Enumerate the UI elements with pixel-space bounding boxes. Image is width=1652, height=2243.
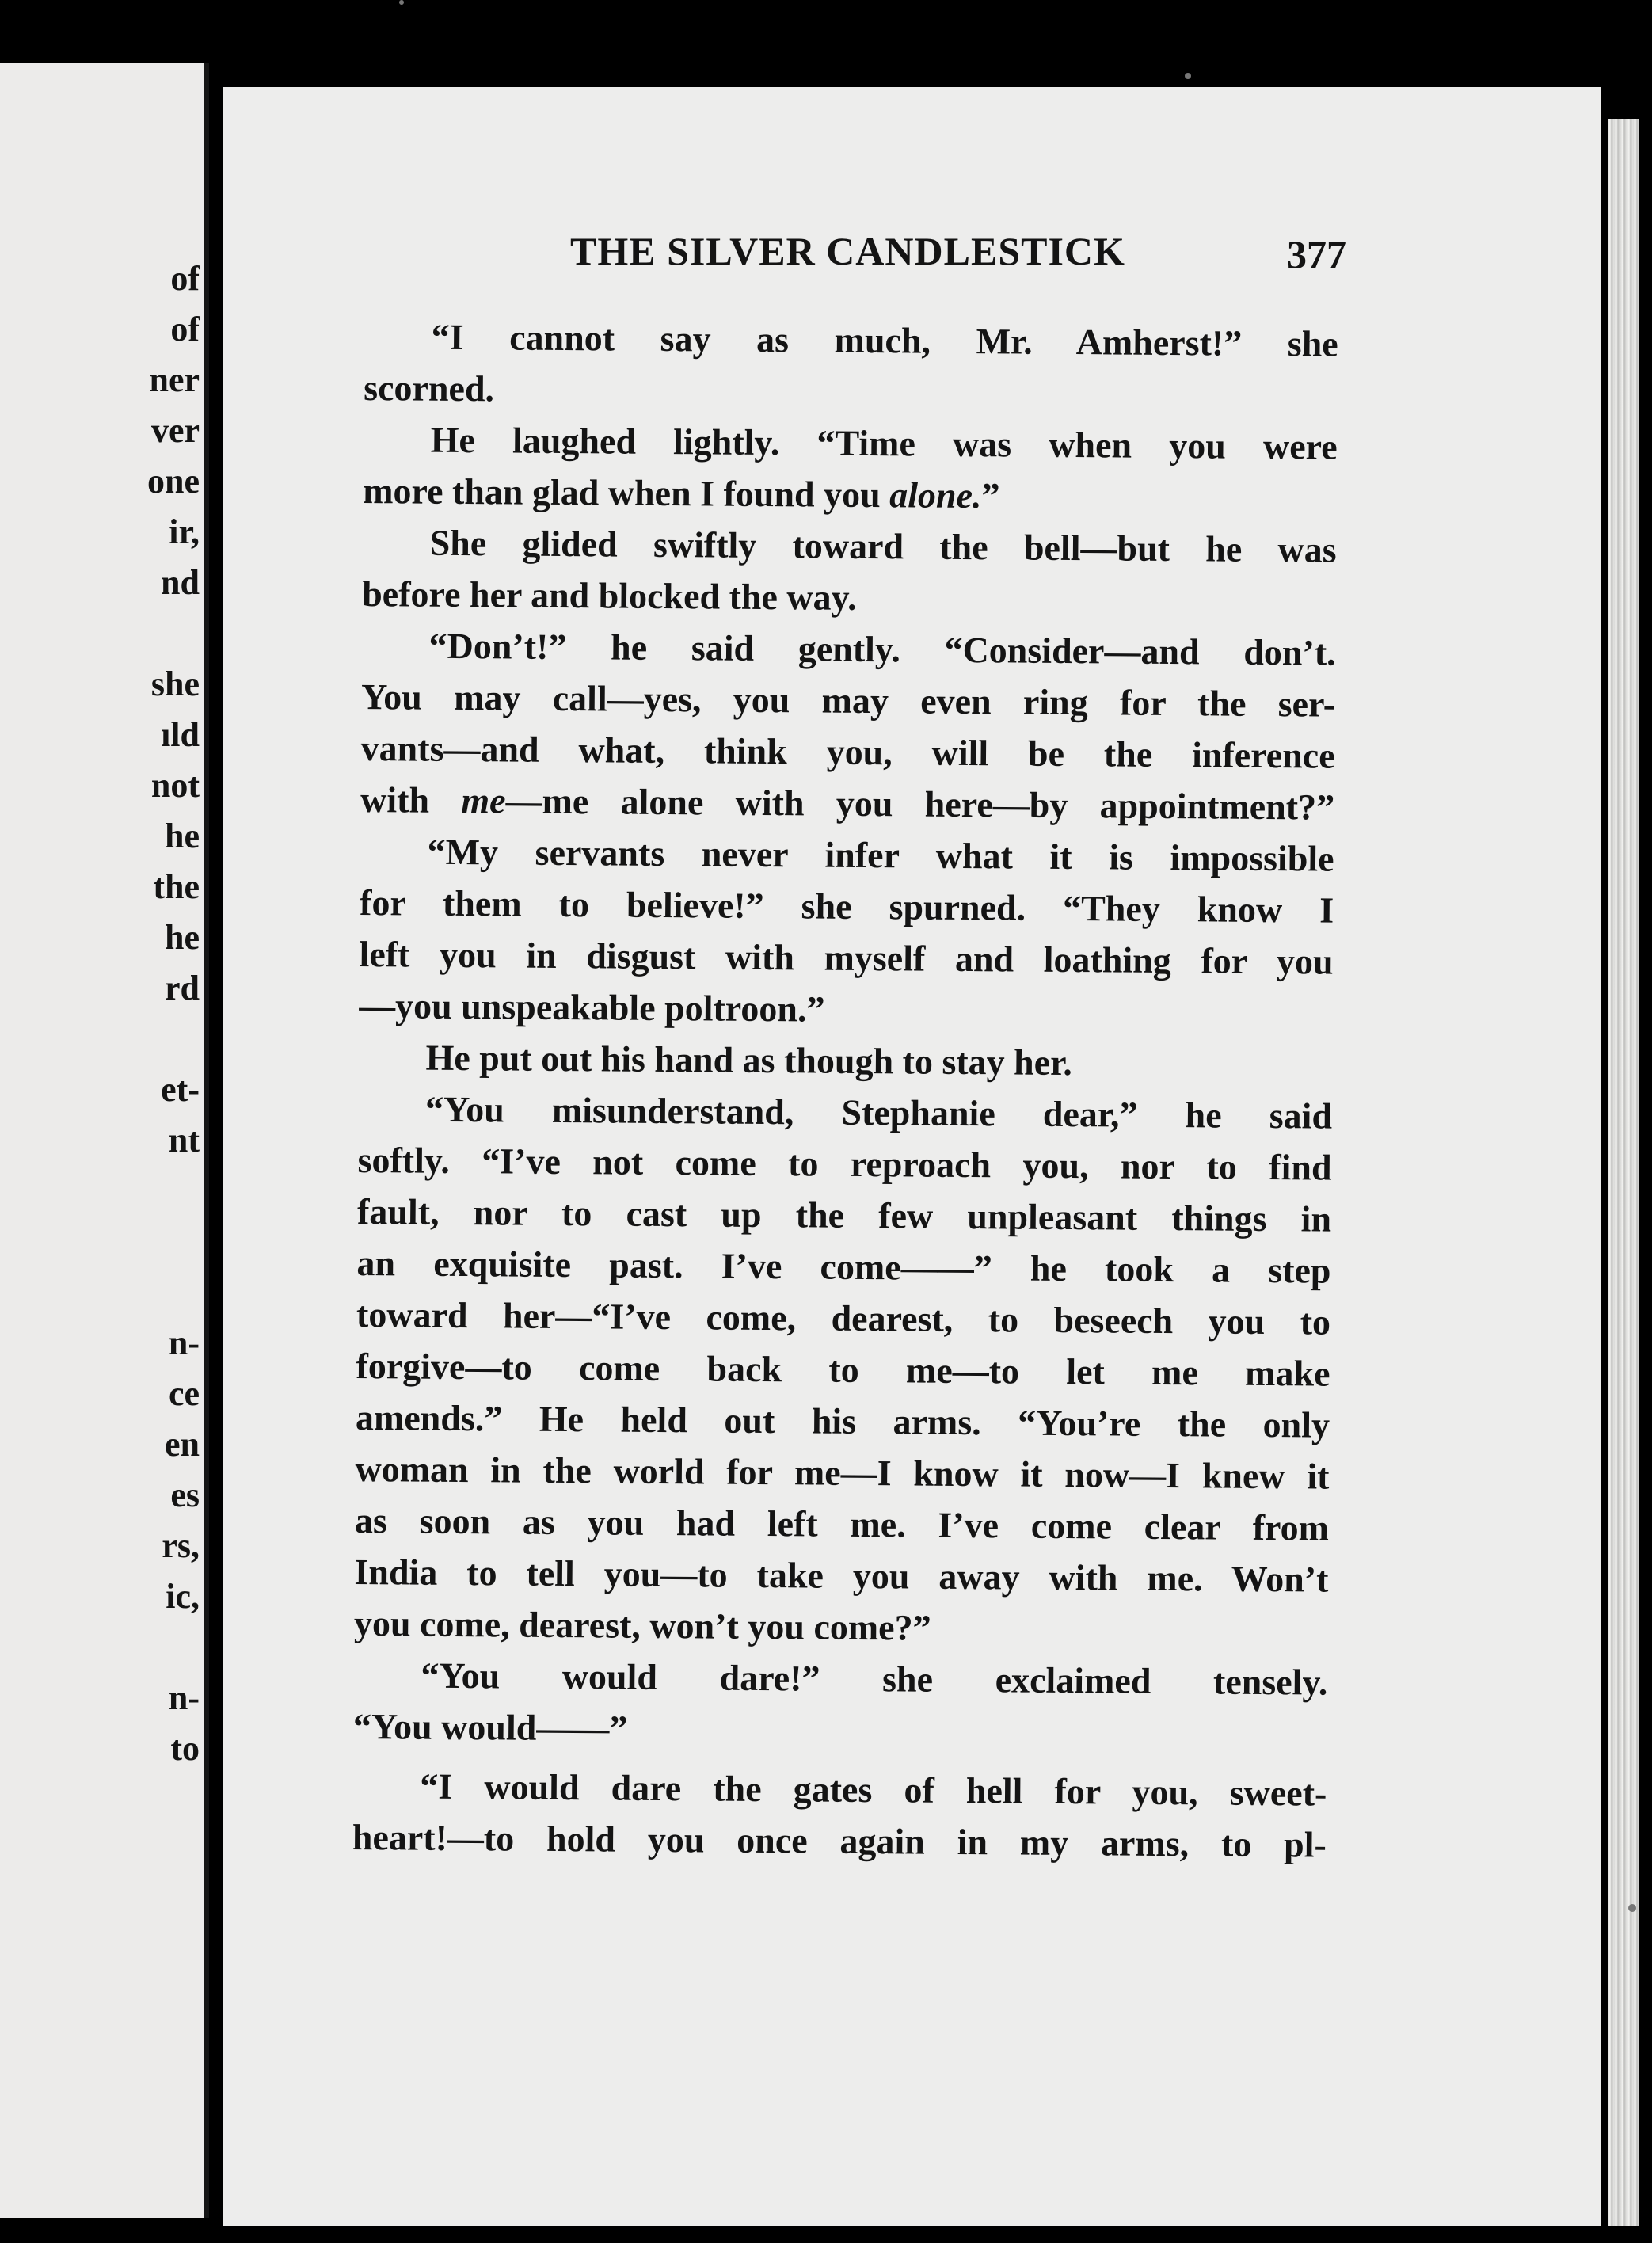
text-line: left you in disgust with myself and loathing for you xyxy=(359,933,1334,982)
text-line: toward her—“I’ve come, dearest, to beseech you to xyxy=(356,1293,1331,1342)
text-line: He laughed lightly. “Time was when you were xyxy=(430,419,1338,467)
facing-page-fragment: he xyxy=(165,918,200,957)
facing-page-fragment: nd xyxy=(161,563,200,602)
text-line: “My servants never infer what it is impossible xyxy=(427,831,1334,879)
facing-page-fragment: of xyxy=(170,259,200,298)
running-title: THE SILVER CANDLESTICK xyxy=(570,229,1125,273)
text-line: He put out his hand as though to stay her. xyxy=(425,1037,1073,1083)
text-line: “I would dare the gates of hell for you, sweet- xyxy=(420,1765,1327,1814)
emphasis: me xyxy=(461,779,506,821)
facing-page-fragment: the xyxy=(153,867,200,906)
text-line: amends.” He held out his arms. “You’re the only xyxy=(355,1396,1330,1445)
facing-page-fragment: one xyxy=(147,462,200,501)
text-line: scorned. xyxy=(364,367,495,409)
facing-page-fragment: n- xyxy=(168,1323,200,1362)
text-line: for them to believe!” she spurned. “They know I xyxy=(359,882,1334,931)
dust-speck xyxy=(399,0,404,5)
facing-page-fragment: he xyxy=(165,817,200,855)
facing-page-fragment: ner xyxy=(149,360,200,399)
dust-speck xyxy=(1185,73,1191,79)
facing-page-fragment: es xyxy=(170,1476,200,1514)
facing-page-fragment: nt xyxy=(168,1121,200,1160)
facing-page-fragment: ic, xyxy=(166,1577,200,1616)
text-line: softly. “I’ve not come to reproach you, nor to find xyxy=(357,1139,1332,1188)
facing-page-fragment: rd xyxy=(165,969,200,1007)
text-line: “I cannot say as much, Mr. Amherst!” she xyxy=(431,316,1338,364)
text-line: forgive—to come back to me—to let me make xyxy=(356,1345,1330,1394)
emphasis: alone. xyxy=(889,474,982,516)
text-line: heart!—to hold you once again in my arms, to pl- xyxy=(352,1816,1327,1865)
dust-speck xyxy=(1628,1904,1636,1912)
facing-page-fragment: ce xyxy=(168,1374,200,1413)
facing-page xyxy=(0,63,209,2218)
text-line: “You misunderstand, Stephanie dear,” he said xyxy=(424,1088,1333,1137)
text-line: She glided swiftly toward the bell—but he was xyxy=(429,522,1337,570)
facing-page-fragment: ıld xyxy=(161,715,200,754)
page-number: 377 xyxy=(1287,232,1346,276)
text-line: as soon as you had left me. I’ve come clear from xyxy=(354,1499,1330,1548)
facing-page-fragment: et- xyxy=(161,1070,200,1109)
text-line: vants—and what, think you, will be the inference xyxy=(360,727,1335,776)
text-line: an exquisite past. I’ve come——” he took a step xyxy=(356,1242,1331,1291)
facing-page-fragment: of xyxy=(170,310,200,348)
text-line: India to tell you—to take you away with me. Won’t xyxy=(354,1551,1329,1600)
facing-page-fragment: en xyxy=(165,1425,200,1464)
facing-page-fragment: to xyxy=(170,1729,200,1768)
text-line: more than glad when I found you alone.” xyxy=(363,470,1000,516)
text-line: “Don’t!” he said gently. “Consider—and don’t. xyxy=(428,625,1336,673)
text-line: “You would——” xyxy=(352,1705,628,1749)
text-line: fault, nor to cast up the few unpleasant things in xyxy=(356,1190,1332,1240)
text-line: with me—me alone with you here—by appointment?” xyxy=(360,779,1335,828)
facing-page-fragment: ir, xyxy=(169,512,200,551)
facing-page-fragment: rs, xyxy=(162,1526,200,1565)
facing-page-fragment: n- xyxy=(168,1678,200,1717)
text-line: before her and blocked the way. xyxy=(361,573,857,618)
text-line: You may call—yes, you may even ring for the ser- xyxy=(360,676,1336,725)
text-line: —you unspeakable poltroon.” xyxy=(358,984,825,1030)
text-line: “You would dare!” she exclaimed tensely. xyxy=(421,1655,1328,1703)
facing-page-fragment: ver xyxy=(150,411,200,450)
page-header xyxy=(570,228,1346,276)
text-line: you come, dearest, won’t you come?” xyxy=(353,1602,931,1648)
body-text xyxy=(352,310,1338,1871)
text-line: woman in the world for me—I know it now—I knew it xyxy=(355,1448,1330,1497)
facing-page-fragment: not xyxy=(150,766,200,805)
facing-page-fragment: she xyxy=(150,665,200,703)
